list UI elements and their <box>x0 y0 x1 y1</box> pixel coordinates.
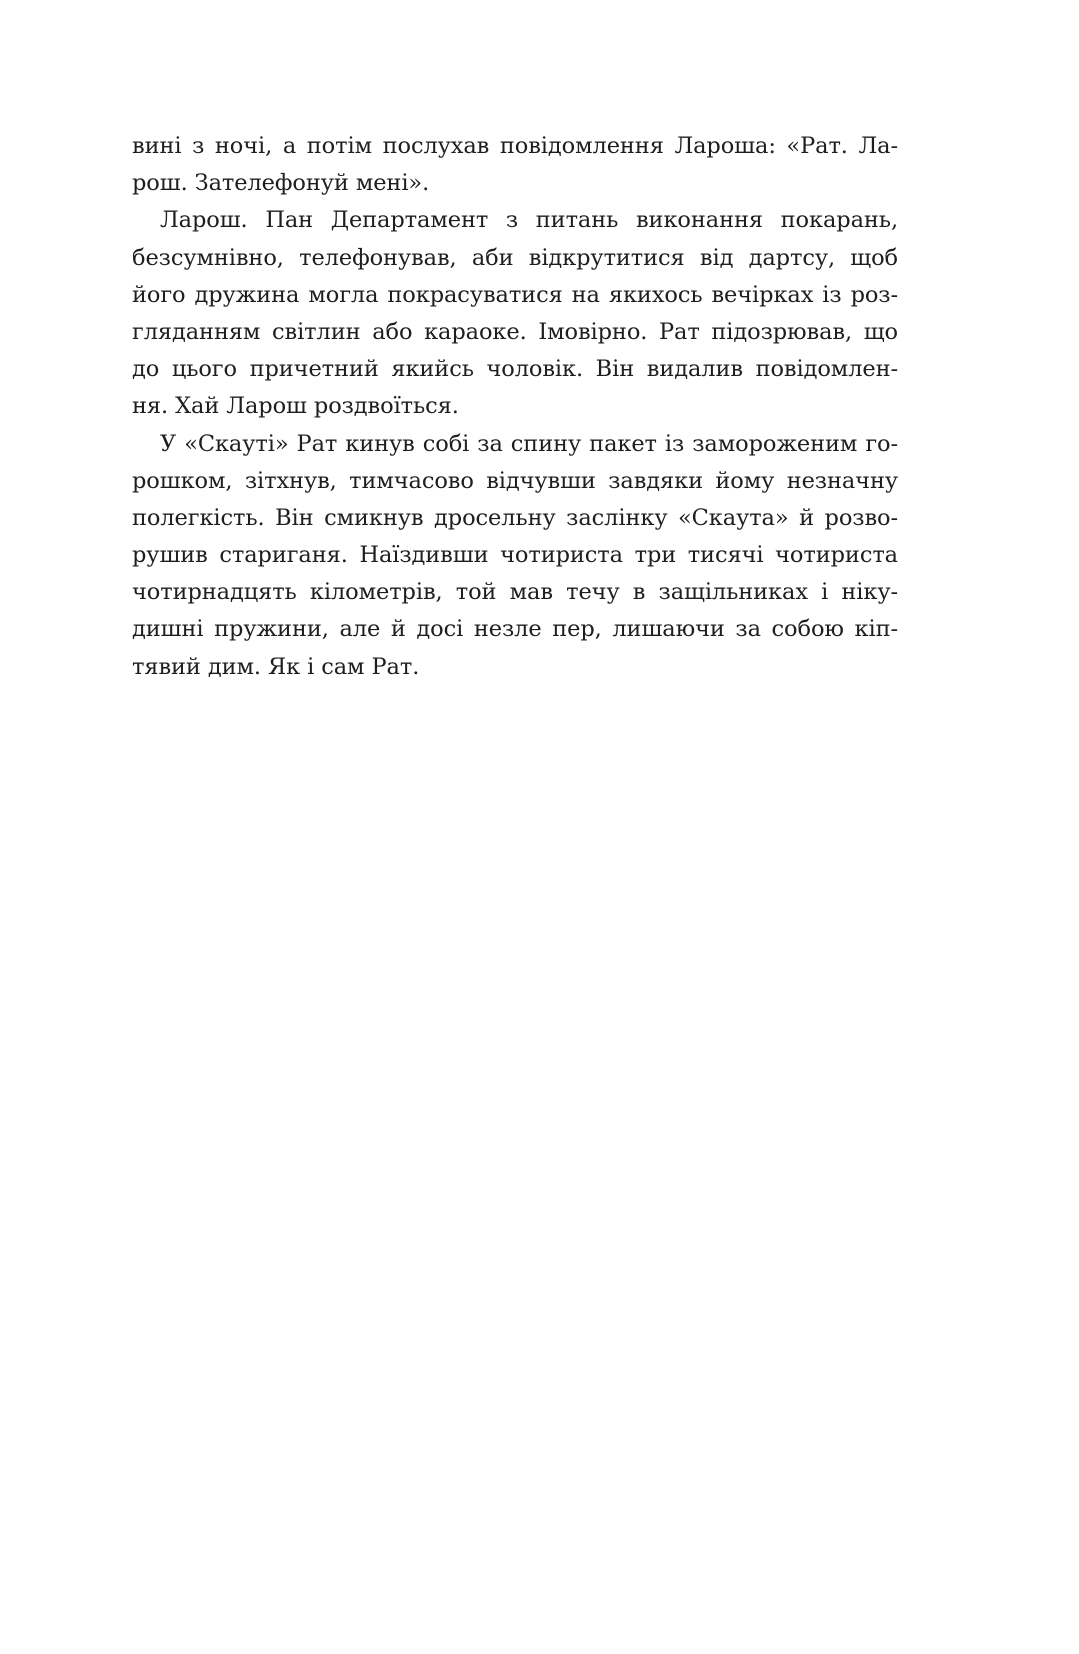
text-line: тявий дим. Як і сам Рат. <box>132 653 420 680</box>
text-line: чотирнадцять кілометрів, той мав течу в защільниках і ніку- <box>132 579 898 606</box>
text-line: гляданням світлин або караоке. Імовірно. Рат підозрював, що <box>132 318 898 345</box>
text-line: його дружина могла покрасуватися на якихось вечірках із роз- <box>132 281 898 308</box>
text-line: до цього причетний якийсь чоловік. Він видалив повідомлен- <box>132 356 898 383</box>
text-line: рошком, зітхнув, тимчасово відчувши завдяки йому незначну <box>132 467 898 494</box>
text-line: Ларош. Пан Департамент з питань виконання покарань, <box>160 207 898 234</box>
text-line: безсумнівно, телефонував, аби відкрутитися від дартсу, щоб <box>132 244 898 271</box>
text-line: рушив стариганя. Наїздивши чотириста три тисячі чотириста <box>132 542 898 569</box>
text-line: ня. Хай Ларош роздвоїться. <box>132 393 459 420</box>
text-line: У «Скауті» Рат кинув собі за спину пакет із замороженим го- <box>160 430 898 457</box>
text-line: рош. Зателефонуй мені». <box>132 170 430 197</box>
paragraph-2 <box>132 202 898 425</box>
text-line: полегкість. Він смикнув дросельну заслінку «Скаута» й розво- <box>132 504 898 531</box>
text-line: вині з ночі, а потім послухав повідомлення Лароша: «Рат. Ла- <box>132 133 898 159</box>
paragraph-1 <box>132 128 898 202</box>
paragraph-3 <box>132 426 898 686</box>
text-line: дишні пружини, але й досі незле пер, лишаючи за собою кіп- <box>132 616 898 643</box>
book-page-text <box>132 128 898 686</box>
